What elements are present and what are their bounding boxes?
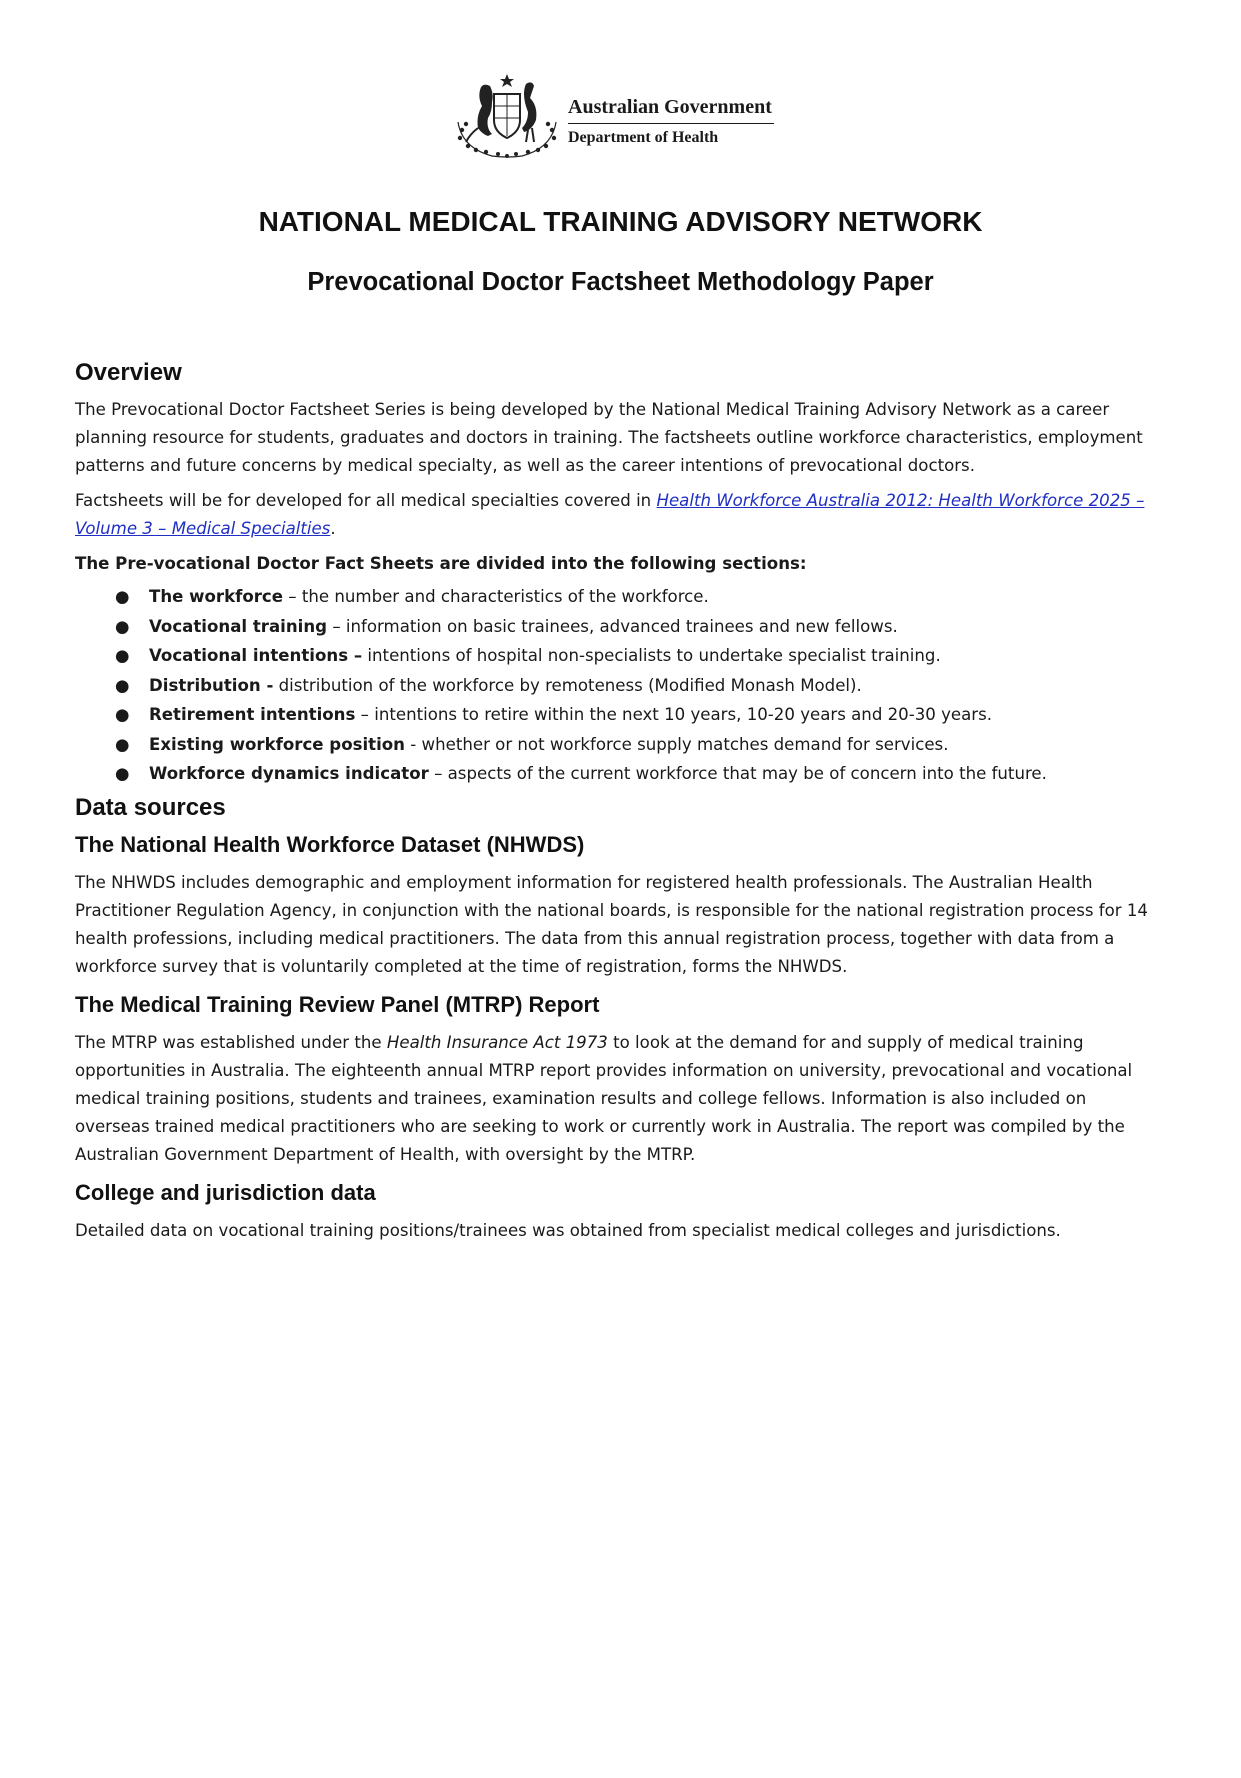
section-term: Retirement intentions (149, 705, 356, 724)
coverage-text: Factsheets will be for developed for all medical specialties covered in (75, 491, 657, 510)
health-workforce-report-link[interactable]: Health Workforce Australia 2012: Health Workforce 2025 – Volume 3 – Medical Specialties (75, 491, 1145, 538)
government-logo (452, 72, 792, 162)
coat-of-arms-icon (452, 72, 562, 160)
section-desc: – aspects of the current workforce that may be of concern into the future. (428, 764, 1047, 783)
nhwds-heading: The National Health Workforce Dataset (NHWDS) (75, 831, 585, 857)
act-title: Health Insurance Act 1973 (386, 1032, 608, 1052)
sections-lead: The Pre-vocational Doctor Fact Sheets are divided into the following sections: (75, 554, 807, 573)
bullet-icon: ● (115, 734, 130, 754)
bullet-icon: ● (115, 705, 130, 724)
section-desc: – the number and characteristics of the workforce. (283, 587, 709, 606)
document-subtitle: Prevocational Doctor Factsheet Methodology Paper (307, 268, 934, 296)
document-title: NATIONAL MEDICAL TRAINING ADVISORY NETWORK (258, 206, 983, 237)
section-desc: distribution of the workforce by remoteness (Modified Monash Model). (273, 675, 862, 695)
sections-list (75, 582, 1165, 789)
bullet-icon: ● (115, 646, 130, 665)
nhwds-paragraph: The NHWDS includes demographic and employment information for registered health professionals. The Australian Health Practitioner Regulation Agency, in conjunction with the national boards, is responsible for the national registration process for 14 health professions, including medical practitioners. The data from this annual registration process, together with data from a workforce survey that is voluntarily completed at the time of registration, forms the NHWDS. (75, 872, 1148, 976)
logo-wordmark (568, 96, 774, 148)
section-desc: – information on basic trainees, advanced trainees and new fellows. (327, 616, 898, 636)
section-desc: intentions of hospital non-specialists to undertake specialist training. (362, 646, 941, 665)
section-term: Distribution - (149, 675, 274, 695)
college-paragraph: Detailed data on vocational training positions/trainees was obtained from specialist medical colleges and jurisdictions. (75, 1220, 1061, 1240)
college-heading: College and jurisdiction data (75, 1179, 376, 1205)
mtrp-text-start: The MTRP was established under the (75, 1032, 387, 1052)
list-item (75, 612, 1165, 642)
data-sources-heading: Data sources (75, 793, 226, 821)
list-item (75, 700, 1165, 730)
section-term: Vocational training (149, 616, 328, 636)
section-term: Vocational intentions – (149, 646, 363, 665)
section-term: Workforce dynamics indicator (149, 764, 429, 783)
list-item (75, 671, 1165, 701)
bullet-icon: ● (115, 675, 130, 695)
overview-paragraph: The Prevocational Doctor Factsheet Series is being developed by the National Medical Training Advisory Network as a career planning resource for students, graduates and doctors in training. The factsheets outline workforce characteristics, employment patterns and future concerns by medical specialty, as well as the career intentions of prevocational doctors. (75, 400, 1143, 475)
bullet-icon: ● (115, 616, 130, 636)
document-body (75, 358, 1165, 1252)
list-item (75, 730, 1165, 760)
section-term: The workforce (149, 587, 284, 606)
list-item (75, 582, 1165, 612)
bullet-icon: ● (115, 587, 130, 606)
section-desc: – intentions to retire within the next 10 years, 10-20 years and 20-30 years. (355, 705, 993, 724)
mtrp-text-end: to look at the demand for and supply of medical training opportunities in Australia. The eighteenth annual MTRP report provides information on university, prevocational and vocational medical training positions, students and trainees, examination results and college fellows. Information is also included on overseas trained medical practitioners who are seeking to work or currently work in Australia. The report was compiled by the Australian Government Department of Health, with oversight by the MTRP. (75, 1032, 1133, 1164)
section-term: Existing workforce position (149, 734, 405, 754)
overview-heading: Overview (75, 359, 182, 386)
mtrp-heading: The Medical Training Review Panel (MTRP) Report (75, 991, 600, 1017)
logo-divider (568, 123, 774, 124)
factsheet-coverage-paragraph (75, 487, 1165, 543)
section-desc: - whether or not workforce supply matches demand for services. (405, 734, 949, 754)
government-name: Australian Government (568, 96, 772, 118)
mtrp-paragraph (75, 1029, 1165, 1169)
coverage-period: . (330, 519, 336, 538)
bullet-icon: ● (115, 764, 130, 783)
list-item (75, 641, 1165, 671)
list-item (75, 759, 1165, 789)
department-name: Department of Health (568, 129, 719, 146)
